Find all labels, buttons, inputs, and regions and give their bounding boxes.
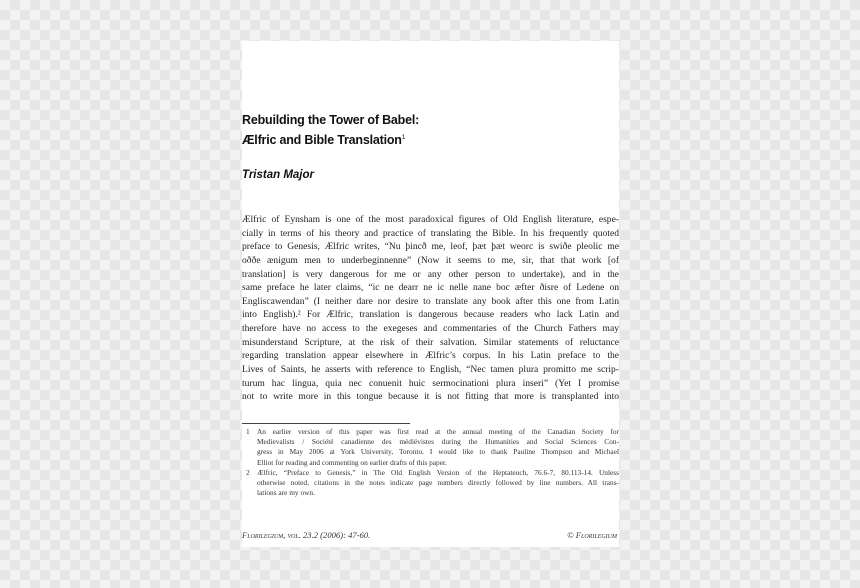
footnote-line: gress in May 2006 at York University, Toronto. I would like to thank Pauline Thompson and Michael (257, 447, 619, 457)
footnote-line: Ælfric, “Preface to Genesis,” in The Old English Version of the Heptateuch, 76.6-7, 80.113-14. Unless (257, 467, 619, 477)
article-title (242, 112, 619, 149)
footnote-line: Medievalists / Société canadienne des médiévistes during the Humanities and Social Sciences Con- (257, 437, 619, 447)
body-line: Lives of Saints, he asserts with reference to English, “Nec tamen plura promitto me scrip- (242, 364, 619, 376)
body-line: therefore have no access to the exegeses and commentaries of the Church Fathers may (242, 323, 619, 335)
title-line-1: Rebuilding the Tower of Babel: (242, 113, 420, 127)
body-line: not to write more in this tongue because it is not fitting that more is transplanted into (242, 391, 619, 403)
body-line: into English).² For Ælfric, translation is dangerous because readers who lack Latin and (242, 309, 619, 321)
body-line: Engliscawendan” (I neither dare nor desire to translate any book after this one from Latin (242, 295, 619, 307)
journal-citation: Florilegium, vol. 23.2 (2006): 47-60. (242, 530, 371, 540)
body-line: preface to Genesis, Ælfric writes, “Nu þincð me, leof, þæt þæt weorc is swiðe pleolic me (242, 241, 619, 253)
document-page (242, 41, 619, 547)
footnote-number: 1 (246, 427, 250, 436)
footnotes (242, 427, 619, 498)
body-line: misunderstand Scripture, at the risk of their salvation. Similar statements of reluctance (242, 336, 619, 348)
footnote-line: An earlier version of this paper was first read at the annual meeting of the Canadian Society for (257, 427, 619, 436)
footnote-line: otherwise noted, citations in the notes indicate page numbers directly followed by line numbers. All trans- (257, 478, 619, 488)
footnote-line: lations are my own. (257, 488, 315, 498)
copyright-notice: © Florilegium (567, 530, 617, 540)
footnote-line: Elliot for reading and commenting on earlier drafts of this paper. (257, 457, 447, 467)
footnote-number: 2 (246, 467, 250, 477)
footnote-divider (242, 423, 410, 424)
body-paragraph (242, 213, 619, 404)
author-name: Tristan Major (242, 169, 314, 181)
footnote-1 (242, 427, 619, 468)
body-line: same preface he later claims, “ic ne dearr ne ic nelle nane boc æfter ðisre of Ledene on (242, 282, 619, 294)
title-line-2-text: Ælfric and Bible Translation (242, 133, 402, 147)
title-footnote-ref: 1 (401, 134, 406, 141)
body-line: turum hac lingua, quia nec conuenit huic sermocinationi plura inseri” (Yet I promise (242, 377, 619, 389)
title-line-2 (242, 129, 619, 149)
body-line: cially in terms of his theory and practice of translating the Bible. In his frequently quoted (242, 227, 619, 239)
body-line: oððe ænigum men to underbeginnenne” (Now it seems to me, sir, that that work [of (242, 254, 619, 266)
body-line: regarding translation appear elsewhere in Ælfric’s corpus. In his Latin preface to the (242, 350, 619, 362)
footnote-2 (242, 468, 619, 499)
body-line: Ælfric of Eynsham is one of the most paradoxical figures of Old English literature, espe- (242, 214, 619, 225)
body-line: translation] is very dangerous for me or any other person to undertake), and in the (242, 268, 619, 280)
